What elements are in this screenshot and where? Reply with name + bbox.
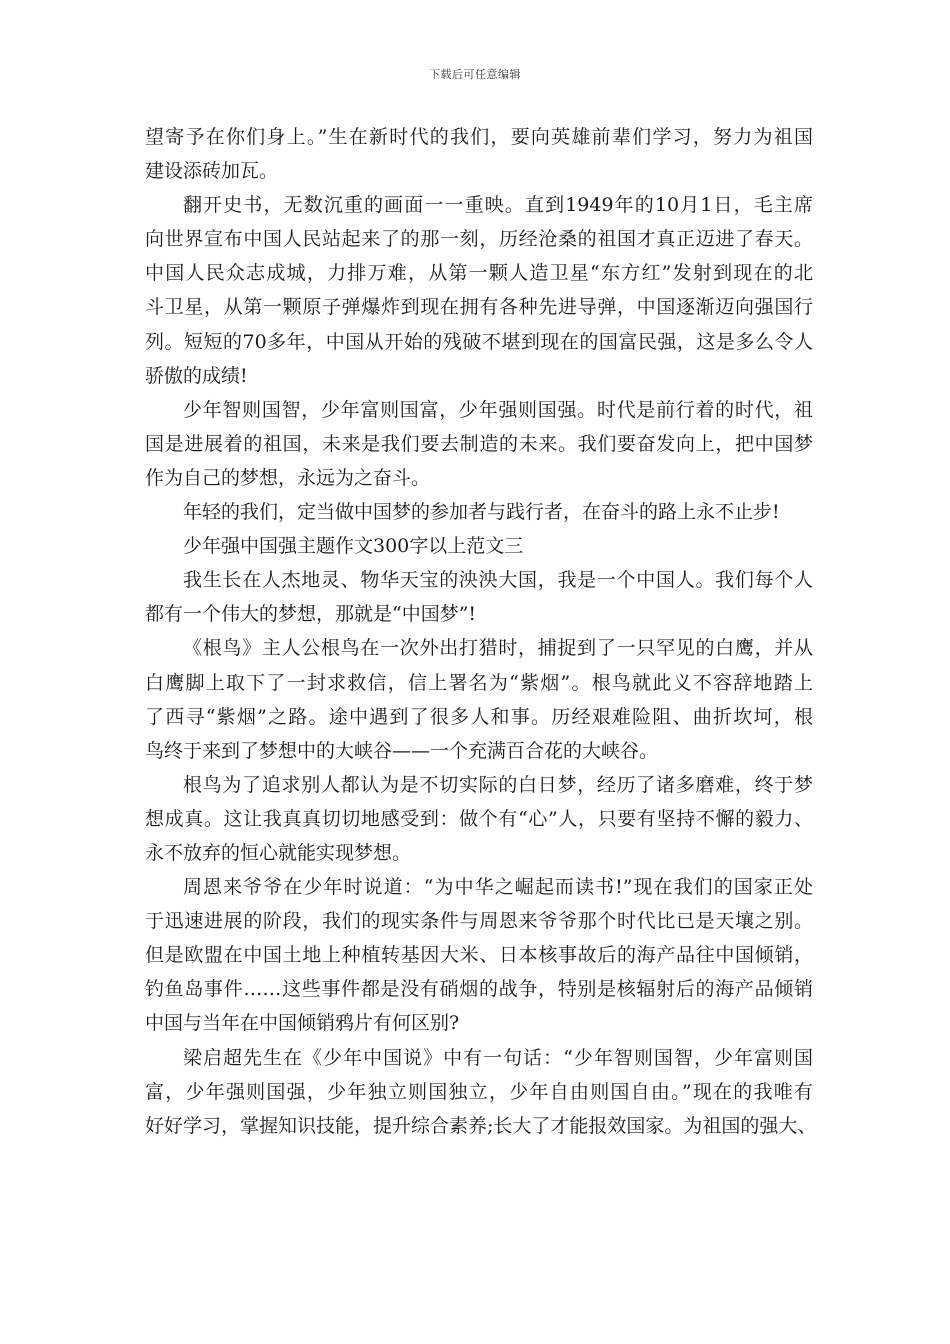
text-line: 望寄予在你们身上。”生在新时代的我们，要向英雄前辈们学习，努力为祖国 (145, 126, 813, 148)
text-line: 年轻的我们，定当做中国梦的参加者与践行者，在奋斗的路上永不止步! (183, 501, 780, 524)
text-line: 建设添砖加瓦。 (145, 160, 279, 183)
text-line: 国是进展着的祖国，未来是我们要去制造的未来。我们要奋发向上，把中国梦 (145, 432, 813, 455)
text-line: 钓鱼岛事件……这些事件都是没有硝烟的战争，特别是核辐射后的海产品倾销 (145, 978, 813, 1001)
text-line: 梁启超先生在《少年中国说》中有一句话：“少年智则国智，少年富则国 (183, 1046, 813, 1069)
text-line: 但是欧盟在中国土地上种植转基因大米、日本核事故后的海产品往中国倾销， (145, 944, 813, 967)
page-header: 下载后可任意编辑 (429, 68, 521, 81)
text-line: 于迅速进展的阶段，我们的现实条件与周恩来爷爷那个时代比已是天壤之别。 (145, 910, 813, 933)
text-line: 都有一个伟大的梦想，那就是“中国梦”! (145, 603, 477, 626)
text-line: 我生长在人杰地灵、物华天宝的泱泱大国，我是一个中国人。我们每个人 (183, 569, 813, 592)
text-line: 翻开史书，无数沉重的画面一一重映。直到1949年的10月1日，毛主席 (183, 194, 813, 217)
text-line: 想成真。这让我真真切切地感受到：做个有“心”人，只要有坚持不懈的毅力、 (145, 807, 813, 830)
text-line: 中国人民众志成城，力排万难，从第一颗人造卫星“东方红”发射到现在的北 (145, 262, 813, 285)
text-line: 少年智则国智，少年富则国富，少年强则国强。时代是前行着的时代，祖 (183, 398, 813, 421)
text-line: 富，少年强则国强，少年独立则国独立，少年自由则国自由。”现在的我唯有 (145, 1080, 813, 1103)
text-line: 列。短短的70多年，中国从开始的残破不堪到现在的国富民强，这是多么令人 (145, 330, 813, 353)
section-title: 少年强中国强主题作文300字以上范文三 (183, 535, 524, 558)
text-line: 向世界宣布中国人民站起来了的那一刻，历经沧桑的祖国才真正迈进了春天。 (145, 228, 813, 251)
text-line: 中国与当年在中国倾销鸦片有何区别? (145, 1012, 460, 1035)
text-line: 了西寻“紫烟”之路。途中遇到了很多人和事。历经艰难险阻、曲折坎坷，根 (145, 705, 813, 728)
text-line: 好好学习，掌握知识技能，提升综合素养;长大了才能报效国家。为祖国的强大、 (145, 1114, 817, 1137)
text-line: 骄傲的成绩! (145, 364, 248, 387)
text-line: 周恩来爷爷在少年时说道：“为中华之崛起而读书!”现在我们的国家正处 (183, 876, 813, 899)
text-line: 作为自己的梦想，永远为之奋斗。 (145, 466, 431, 489)
text-line: 《根鸟》主人公根鸟在一次外出打猎时，捕捉到了一只罕见的白鹰，并从 (183, 637, 813, 660)
text-line: 斗卫星，从第一颗原子弹爆炸到现在拥有各种先进导弹，中国逐渐迈向强国行 (145, 296, 813, 319)
text-line: 永不放弃的恒心就能实现梦想。 (145, 841, 412, 864)
document-body (145, 120, 817, 1143)
text-line: 白鹰脚上取下了一封求救信，信上署名为“紫烟”。根鸟就此义不容辞地踏上 (145, 671, 813, 694)
text-line: 鸟终于来到了梦想中的大峡谷——一个充满百合花的大峡谷。 (145, 739, 659, 762)
text-line: 根鸟为了追求别人都认为是不切实际的白日梦，经历了诸多磨难，终于梦 (183, 773, 813, 796)
